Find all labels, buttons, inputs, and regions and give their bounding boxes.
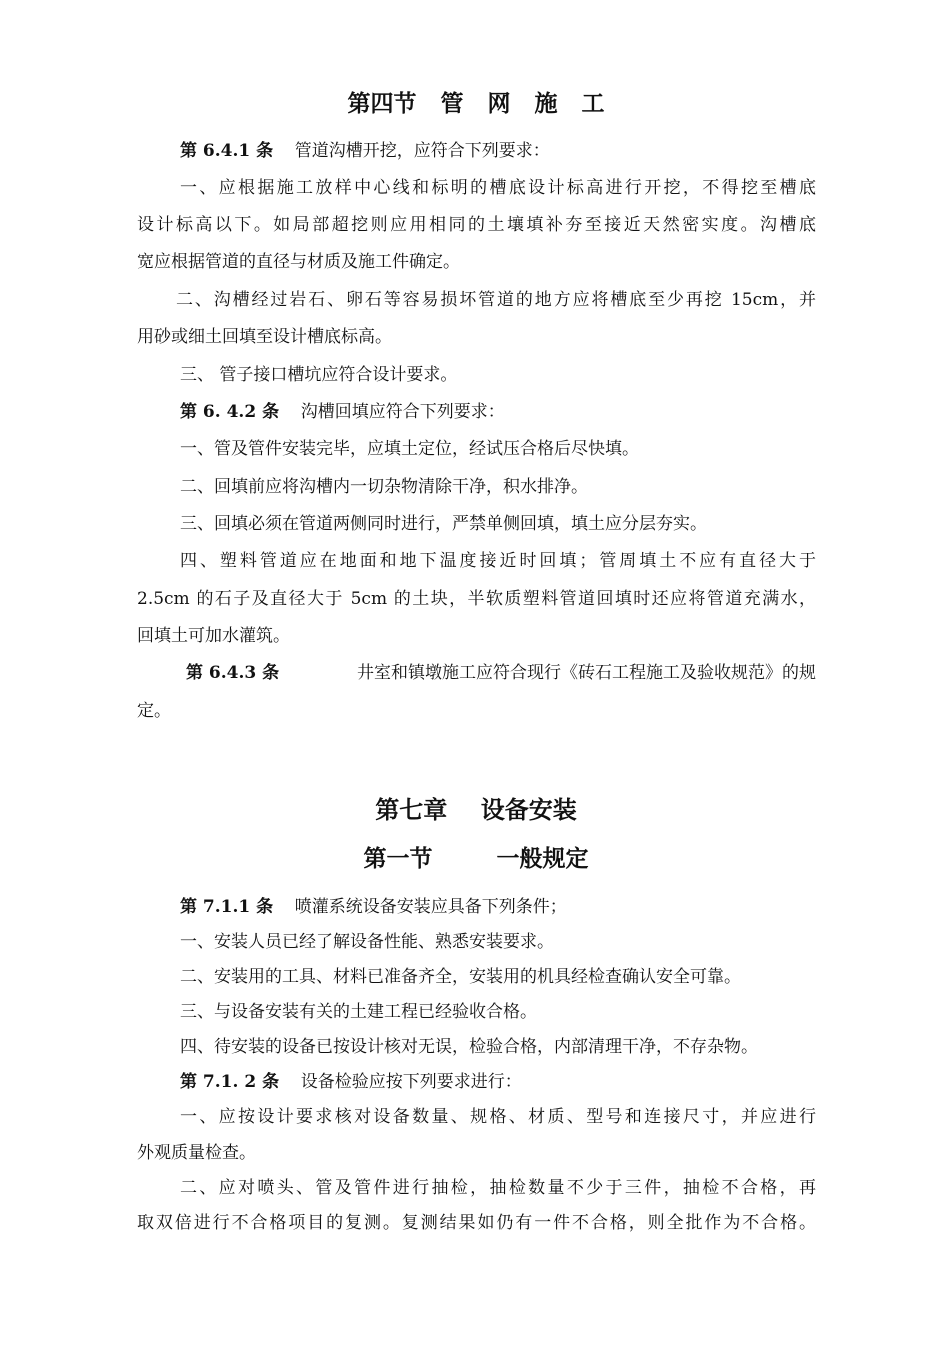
paragraph-line: 2.5cm 的石子及直径大于 5cm 的土块，半软质塑料管道回填时还应将管道充满水，	[137, 589, 816, 609]
paragraph-line: 二、应对喷头、管及管件进行抽检，抽检数量不少于三件，抽检不合格，再	[180, 1178, 816, 1198]
section-title: 第四节 管 网 施 工	[347, 90, 605, 117]
article-number: 第 6.4.1 条	[180, 141, 274, 161]
article-number: 第 6. 4.2 条	[180, 402, 280, 422]
paragraph-line: 用砂或细土回填至设计槽底标高。	[137, 327, 392, 347]
article-number: 第 7.1.1 条	[180, 897, 274, 917]
paragraph-line: 四、塑料管道应在地面和地下温度接近时回填；管周填土不应有直径大于	[180, 551, 816, 571]
article-6-4-2	[180, 400, 505, 424]
article-number: 第 7.1. 2 条	[180, 1072, 280, 1092]
paragraph-line: 三、 管子接口槽坑应符合设计要求。	[180, 365, 458, 385]
article-text: 设备检验应按下列要求进行：	[300, 1072, 522, 1092]
paragraph-line: 二、回填前应将沟槽内一切杂物清除干净，积水排净。	[180, 477, 588, 497]
paragraph-line: 二、沟槽经过岩石、卵石等容易损坏管道的地方应将槽底至少再挖 15cm，并	[176, 290, 816, 310]
paragraph-line: 二、安装用的工具、材料已准备齐全，安装用的机具经检查确认安全可靠。	[180, 967, 741, 987]
paragraph-line: 宽应根据管道的直径与材质及施工件确定。	[137, 252, 460, 272]
paragraph-line: 三、回填必须在管道两侧同时进行，严禁单侧回填，填土应分层夯实。	[180, 514, 707, 534]
article-text: 井室和镇墩施工应符合现行《砖石工程施工及验收规范》的规	[357, 663, 816, 683]
article-text: 喷灌系统设备安装应具备下列条件；	[294, 897, 567, 917]
paragraph-line: 一、管及管件安装完毕，应填土定位，经试压合格后尽快填。	[180, 439, 639, 459]
paragraph-line: 外观质量检查。	[137, 1143, 256, 1163]
section-title: 第一节 一般规定	[363, 845, 589, 872]
paragraph-line: 三、与设备安装有关的土建工程已经验收合格。	[180, 1002, 537, 1022]
paragraph-line: 一、应按设计要求核对设备数量、规格、材质、型号和连接尺寸，并应进行	[180, 1107, 816, 1127]
article-7-1-2	[180, 1070, 522, 1094]
article-text: 管道沟槽开挖，应符合下列要求：	[294, 141, 550, 161]
article-6-4-1	[180, 139, 550, 163]
paragraph-line: 取双倍进行不合格项目的复测。复测结果如仍有一件不合格，则全批作为不合格。	[137, 1213, 816, 1233]
paragraph-line: 设计标高以下。如局部超挖则应用相同的土壤填补夯至接近天然密实度。沟槽底	[137, 215, 816, 235]
paragraph-line: 一、安装人员已经了解设备性能、熟悉安装要求。	[180, 932, 554, 952]
chapter-title: 第七章 设备安装	[375, 795, 577, 824]
paragraph-line: 四、待安装的设备已按设计核对无误，检验合格，内部清理干净，不存杂物。	[180, 1037, 758, 1057]
article-6-4-3	[186, 661, 816, 685]
paragraph-line: 一、应根据施工放样中心线和标明的槽底设计标高进行开挖，不得挖至槽底	[180, 178, 816, 198]
paragraph-line: 定。	[137, 701, 171, 721]
article-7-1-1	[180, 895, 567, 919]
article-number: 第 6.4.3 条	[186, 663, 280, 683]
paragraph-line: 回填土可加水灌筑。	[137, 626, 290, 646]
article-text: 沟槽回填应符合下列要求：	[300, 402, 505, 422]
